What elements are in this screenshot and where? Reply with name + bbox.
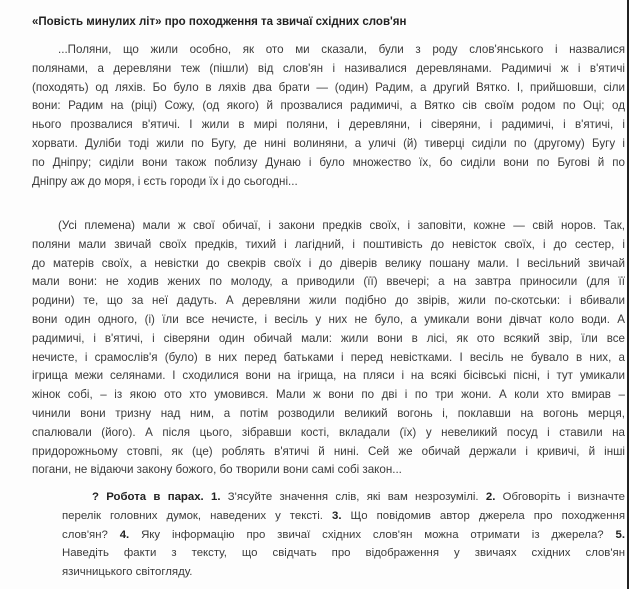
chronicle-paragraph-2	[32, 217, 625, 480]
text-line: (походять) од ляхів. Бо було в ляхів два брати — (один) Радим, а другий Вятко. І, прийшовши, сіли	[32, 80, 625, 94]
text-line: (Усі племена) мали ж свої обичаї, і закони предків своїх, і заповіти, кожне — свій норов. Так,	[58, 219, 625, 232]
task-text: Що повідомив автор джерела про походження	[341, 509, 625, 522]
pair-work-task	[62, 488, 625, 582]
text-line: хорвати. Дуліби тоді жили по Бугу, де нині волиняни, а уличі (й) тиверці сиділи по (другому) Бугу і	[32, 136, 625, 150]
task-line	[62, 507, 625, 526]
task-number: 5.	[615, 528, 625, 541]
task-text: язичницького світогляду.	[62, 566, 193, 579]
text-line: до матерів своїх, а невістки до свекрів своїх і до діверів велику пошану мали. І весільний звичай	[32, 256, 625, 270]
task-line	[62, 526, 625, 545]
text-line: ігрища межи селянами. І сходилися вони на ігрища, на пляси і на всякі бісівські пісні, і тут умикали	[32, 369, 625, 383]
text-line: по Дніпру; сиділи вони також поблизу Дунаю і було множество їх, бо сиділи вони по Бугові й по	[32, 155, 625, 169]
task-line	[62, 488, 625, 507]
task-line	[62, 563, 625, 582]
task-text: перелік головних думок, наведених у тексті.	[62, 509, 332, 522]
text-line: нього прозвалися в'ятичі. І жили в мирі поляни, і деревляни, і сіверяни, і радимичі, і в'ятичі, і	[32, 118, 625, 132]
task-number: 4.	[119, 528, 130, 541]
text-line: поляни мали звичай своїх предків, тихий і лагідний, і поштивість до невісток своїх, і до сестер, і	[32, 237, 625, 251]
text-line: спалювали (його). А після цього, зібравши кості, вкладали (їх) у невеликий посуд і ставили на	[32, 425, 625, 439]
text-line: родини) те, що за неї дадуть. А деревляни жили подібно до звірів, жили по-скотськи: і вбивали	[32, 294, 625, 308]
chronicle-paragraph-1	[32, 41, 625, 191]
task-number: ? Робота в парах. 1.	[92, 491, 221, 503]
text-line: мали вони: не ходив жених по молоду, а приводили (її) ввечері; а на завтра приносили (для її	[32, 275, 625, 289]
text-line: чинили вони тризну над ним, а потім розводили великий вогонь і, поклавши на вогонь мерця,	[32, 406, 625, 420]
text-line: погани, не відаючи закону божого, бо творили вони самі собі закон...	[32, 463, 402, 477]
task-number: 3.	[331, 509, 342, 522]
task-line	[62, 544, 625, 563]
text-line: радимичі, і в'ятичі, і сіверяни один обичай мали: жили вони в лісі, як ото всякий звір, їли все	[32, 331, 625, 345]
section-title: «Повість минулих літ» про походження та звичаї східних слов'ян	[32, 16, 407, 28]
task-text: З'ясуйте значення слів, які вам незрозумілі.	[220, 491, 486, 503]
text-line: вони один одного, (і) їли все нечисте, і весіль у них не було, а умикали вони дівчат коло води. А	[32, 312, 625, 326]
text-line: жінок собі, – із якою ото хто умовився. Мали ж вони по дві і по три жони. А коли хто вмирав –	[32, 388, 625, 402]
task-text: Наведіть факти з тексту, що свідчать про відображення у звичаях східних слов'ян	[62, 547, 625, 560]
text-line: Дніпру аж до моря, і єсть городи їх і до сьогодні...	[32, 174, 298, 188]
task-text: слов'ян?	[62, 528, 120, 541]
text-line: вони: Радим на (ріці) Сожу, (од якого) й прозвалися радимичі, а Вятко сів своїм родом по Оці; од	[32, 99, 625, 113]
text-line: полянами, а деревляни теж (пішли) від слов'ян і називалися деревлянами. Радимичі ж і в'ятичі	[32, 61, 625, 75]
text-line: нечисте, і срамослів'я (було) в них перед батьками і перед невістками. І весіль не бувало в них, а	[32, 350, 625, 364]
text-line: ...Поляни, що жили особно, як ото ми сказали, були з роду слов'янського і назвалися	[58, 43, 625, 56]
task-number: 2.	[485, 491, 496, 503]
task-text: Яку інформацію про звичаї східних слов'ян можна отримати із джерела?	[129, 528, 616, 541]
task-text: Обговоріть і визначте	[495, 491, 626, 503]
text-line: придорожньому стовпі, як (це) роблять в'ятичі й нині. Сей же обичай держали і кривичі, й інші	[32, 444, 625, 458]
